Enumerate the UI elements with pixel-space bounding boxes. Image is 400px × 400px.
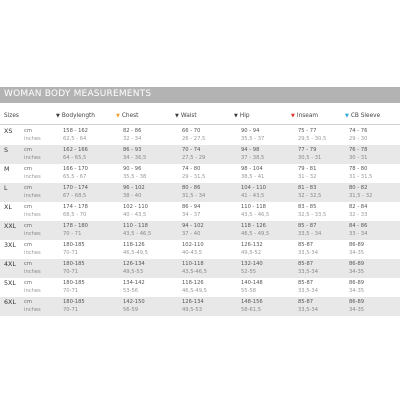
bodylength-cm-value: 174 - 178	[63, 204, 88, 210]
waist-cm-value: 110-118	[182, 261, 204, 267]
chest-inches-value: 49,5-53	[123, 269, 144, 275]
chest-inches-value: 46,5-49,5	[123, 250, 148, 256]
inseam-inches-value: 29,5 - 30,5	[298, 136, 327, 142]
hip-inches-value: 49,5-52	[241, 250, 262, 256]
bodylength-inches-value: 70-71	[63, 250, 79, 256]
table-row	[0, 297, 400, 316]
waist-inches-value: 43,5-46,5	[182, 269, 207, 275]
unit-inches-label: inches	[24, 212, 41, 218]
waist-cm-value: 74 - 80	[182, 166, 201, 172]
table-row	[0, 240, 400, 259]
header-cb-sleeve: ▼ CB Sleeve	[345, 113, 381, 119]
table-row	[0, 164, 400, 183]
table-row	[0, 259, 400, 278]
chest-inches-value: 56-59	[123, 307, 139, 313]
bodylength-cm-value: 180-185	[63, 280, 85, 286]
hip-inches-value: 37 - 38,5	[241, 155, 265, 161]
waist-inches-value: 46,5-49,5	[182, 288, 207, 294]
cb-sleeve-inches-value: 34-35	[349, 250, 365, 256]
hip-inches-value: 46,5 - 49,5	[241, 231, 270, 237]
inseam-cm-value: 79 - 81	[298, 166, 317, 172]
cb-sleeve-cm-value: 82 - 84	[349, 204, 368, 210]
bodylength-inches-value: 64 - 65,5	[63, 155, 87, 161]
inseam-inches-value: 33,5 - 34	[298, 231, 322, 237]
title-banner	[0, 87, 400, 103]
chest-inches-value: 35,5 - 38	[123, 174, 147, 180]
unit-inches-label: inches	[24, 307, 41, 313]
chest-cm-value: 102 - 110	[123, 204, 148, 210]
unit-inches-label: inches	[24, 174, 41, 180]
inseam-inches-value: 33,5-34	[298, 288, 319, 294]
size-label: 4XL	[4, 261, 16, 268]
inseam-inches-value: 33,5-34	[298, 269, 319, 275]
unit-inches-label: inches	[24, 250, 41, 256]
cb-sleeve-inches-value: 34-35	[349, 269, 365, 275]
size-label: XS	[4, 128, 13, 135]
triangle-marker-icon: ▼	[116, 113, 120, 119]
inseam-inches-value: 30,5 - 31	[298, 155, 322, 161]
table-row	[0, 278, 400, 297]
waist-cm-value: 70 - 74	[182, 147, 201, 153]
chest-inches-value: 38 - 40	[123, 193, 142, 199]
size-label: 3XL	[4, 242, 16, 249]
unit-cm-label: cm	[24, 261, 32, 267]
table-row	[0, 202, 400, 221]
header-divider	[0, 124, 400, 125]
bodylength-cm-value: 162 - 166	[63, 147, 88, 153]
table-row	[0, 221, 400, 240]
inseam-cm-value: 85-87	[298, 299, 314, 305]
unit-inches-label: inches	[24, 269, 41, 275]
waist-cm-value: 126-134	[182, 299, 204, 305]
triangle-marker-icon: ▼	[291, 113, 295, 119]
triangle-marker-icon: ▼	[345, 113, 349, 119]
bodylength-cm-value: 166 - 170	[63, 166, 88, 172]
triangle-marker-icon: ▼	[56, 113, 60, 119]
bodylength-cm-value: 158 - 162	[63, 128, 88, 134]
bodylength-cm-value: 170 - 174	[63, 185, 88, 191]
unit-inches-label: inches	[24, 155, 41, 161]
unit-inches-label: inches	[24, 136, 41, 142]
waist-inches-value: 49,5-53	[182, 307, 203, 313]
unit-cm-label: cm	[24, 280, 32, 286]
waist-inches-value: 29 - 31,5	[182, 174, 206, 180]
waist-inches-value: 27,5 - 29	[182, 155, 206, 161]
chest-inches-value: 40 - 43,5	[123, 212, 147, 218]
cb-sleeve-inches-value: 31,5 - 32	[349, 193, 373, 199]
unit-cm-label: cm	[24, 166, 32, 172]
table-row	[0, 183, 400, 202]
cb-sleeve-cm-value: 80 - 82	[349, 185, 368, 191]
size-label: 6XL	[4, 299, 16, 306]
cb-sleeve-inches-value: 34-35	[349, 307, 365, 313]
bodylength-inches-value: 70-71	[63, 269, 79, 275]
hip-cm-value: 132-140	[241, 261, 263, 267]
waist-cm-value: 66 - 70	[182, 128, 201, 134]
hip-cm-value: 126-132	[241, 242, 263, 248]
chest-cm-value: 142-150	[123, 299, 145, 305]
chest-inches-value: 34 - 36,5	[123, 155, 147, 161]
bodylength-inches-value: 67 - 68,5	[63, 193, 87, 199]
hip-cm-value: 148-156	[241, 299, 263, 305]
hip-cm-value: 140-148	[241, 280, 263, 286]
bodylength-inches-value: 70 - 71	[63, 231, 82, 237]
bodylength-cm-value: 180-185	[63, 242, 85, 248]
inseam-cm-value: 85 - 87	[298, 223, 317, 229]
chest-cm-value: 90 - 96	[123, 166, 142, 172]
unit-cm-label: cm	[24, 299, 32, 305]
bodylength-cm-value: 180-185	[63, 299, 85, 305]
size-label: L	[4, 185, 8, 192]
waist-inches-value: 40-43,5	[182, 250, 203, 256]
table-header	[0, 112, 400, 124]
bodylength-inches-value: 65,5 - 67	[63, 174, 87, 180]
unit-inches-label: inches	[24, 231, 41, 237]
cb-sleeve-cm-value: 78 - 80	[349, 166, 368, 172]
inseam-inches-value: 31 - 32	[298, 174, 317, 180]
cb-sleeve-cm-value: 86-89	[349, 242, 365, 248]
cb-sleeve-cm-value: 86-89	[349, 280, 365, 286]
waist-cm-value: 118-126	[182, 280, 204, 286]
inseam-cm-value: 75 - 77	[298, 128, 317, 134]
unit-cm-label: cm	[24, 128, 32, 134]
bodylength-inches-value: 68,5 - 70	[63, 212, 87, 218]
bodylength-inches-value: 62,5 - 64	[63, 136, 87, 142]
waist-inches-value: 34 - 37	[182, 212, 201, 218]
chest-inches-value: 43,5 - 46,5	[123, 231, 152, 237]
cb-sleeve-inches-value: 33 - 34	[349, 231, 368, 237]
hip-cm-value: 90 - 94	[241, 128, 260, 134]
waist-cm-value: 80 - 86	[182, 185, 201, 191]
inseam-inches-value: 32,5 - 33,5	[298, 212, 327, 218]
chest-cm-value: 126-134	[123, 261, 145, 267]
unit-inches-label: inches	[24, 193, 41, 199]
cb-sleeve-inches-value: 31 - 31,5	[349, 174, 373, 180]
chest-cm-value: 118-126	[123, 242, 145, 248]
inseam-cm-value: 85-87	[298, 242, 314, 248]
waist-inches-value: 31,5 - 34	[182, 193, 206, 199]
unit-inches-label: inches	[24, 288, 41, 294]
size-label: S	[4, 147, 8, 154]
inseam-cm-value: 85-87	[298, 280, 314, 286]
unit-cm-label: cm	[24, 204, 32, 210]
bodylength-inches-value: 70-71	[63, 307, 79, 313]
hip-cm-value: 94 - 98	[241, 147, 260, 153]
inseam-cm-value: 77 - 79	[298, 147, 317, 153]
cb-sleeve-cm-value: 76 - 78	[349, 147, 368, 153]
inseam-inches-value: 33,5-34	[298, 307, 319, 313]
hip-inches-value: 38,5 - 41	[241, 174, 265, 180]
table-row	[0, 145, 400, 164]
waist-cm-value: 86 - 94	[182, 204, 201, 210]
chest-inches-value: 53-56	[123, 288, 139, 294]
cb-sleeve-cm-value: 86-89	[349, 261, 365, 267]
size-label: M	[4, 166, 10, 173]
size-label: XL	[4, 204, 12, 211]
bodylength-inches-value: 70-71	[63, 288, 79, 294]
hip-inches-value: 55-58	[241, 288, 257, 294]
header-bodylength: ▼ Bodylength	[56, 113, 95, 119]
cb-sleeve-cm-value: 74 - 76	[349, 128, 368, 134]
header-hip: ▼ Hip	[234, 113, 250, 119]
waist-inches-value: 37 - 40	[182, 231, 201, 237]
inseam-cm-value: 85-87	[298, 261, 314, 267]
hip-cm-value: 110 - 118	[241, 204, 266, 210]
size-label: XXL	[4, 223, 17, 230]
inseam-inches-value: 32 - 32,5	[298, 193, 322, 199]
cb-sleeve-inches-value: 32 - 33	[349, 212, 368, 218]
hip-cm-value: 104 - 110	[241, 185, 266, 191]
bodylength-cm-value: 178 - 180	[63, 223, 88, 229]
unit-cm-label: cm	[24, 242, 32, 248]
waist-cm-value: 102-110	[182, 242, 204, 248]
hip-inches-value: 35,5 - 37	[241, 136, 265, 142]
hip-inches-value: 43,5 - 46,5	[241, 212, 270, 218]
waist-inches-value: 26 - 27,5	[182, 136, 206, 142]
hip-cm-value: 98 - 104	[241, 166, 263, 172]
header-sizes: Sizes	[4, 113, 19, 119]
hip-inches-value: 52-55	[241, 269, 257, 275]
unit-cm-label: cm	[24, 147, 32, 153]
chest-cm-value: 134-142	[123, 280, 145, 286]
inseam-cm-value: 83 - 85	[298, 204, 317, 210]
bodylength-cm-value: 180-185	[63, 261, 85, 267]
cb-sleeve-inches-value: 29 - 30	[349, 136, 368, 142]
table-title: WOMAN BODY MEASUREMENTS	[4, 89, 152, 99]
inseam-cm-value: 81 - 83	[298, 185, 317, 191]
size-label: 5XL	[4, 280, 16, 287]
cb-sleeve-cm-value: 84 - 86	[349, 223, 368, 229]
cb-sleeve-inches-value: 34-35	[349, 288, 365, 294]
cb-sleeve-inches-value: 30 - 31	[349, 155, 368, 161]
header-inseam: ▼ Inseam	[291, 113, 319, 119]
hip-inches-value: 58-61,5	[241, 307, 262, 313]
chest-inches-value: 32 - 34	[123, 136, 142, 142]
unit-cm-label: cm	[24, 223, 32, 229]
header-waist: ▼ Waist	[175, 113, 197, 119]
inseam-inches-value: 33,5-34	[298, 250, 319, 256]
chest-cm-value: 86 - 93	[123, 147, 142, 153]
table-row	[0, 126, 400, 145]
triangle-marker-icon: ▼	[234, 113, 238, 119]
header-chest: ▼ Chest	[116, 113, 139, 119]
chest-cm-value: 110 - 118	[123, 223, 148, 229]
unit-cm-label: cm	[24, 185, 32, 191]
cb-sleeve-cm-value: 86-89	[349, 299, 365, 305]
hip-inches-value: 41 - 43,5	[241, 193, 265, 199]
hip-cm-value: 118 - 126	[241, 223, 266, 229]
chest-cm-value: 96 - 102	[123, 185, 145, 191]
triangle-marker-icon: ▼	[175, 113, 179, 119]
waist-cm-value: 94 - 102	[182, 223, 204, 229]
chest-cm-value: 82 - 86	[123, 128, 142, 134]
